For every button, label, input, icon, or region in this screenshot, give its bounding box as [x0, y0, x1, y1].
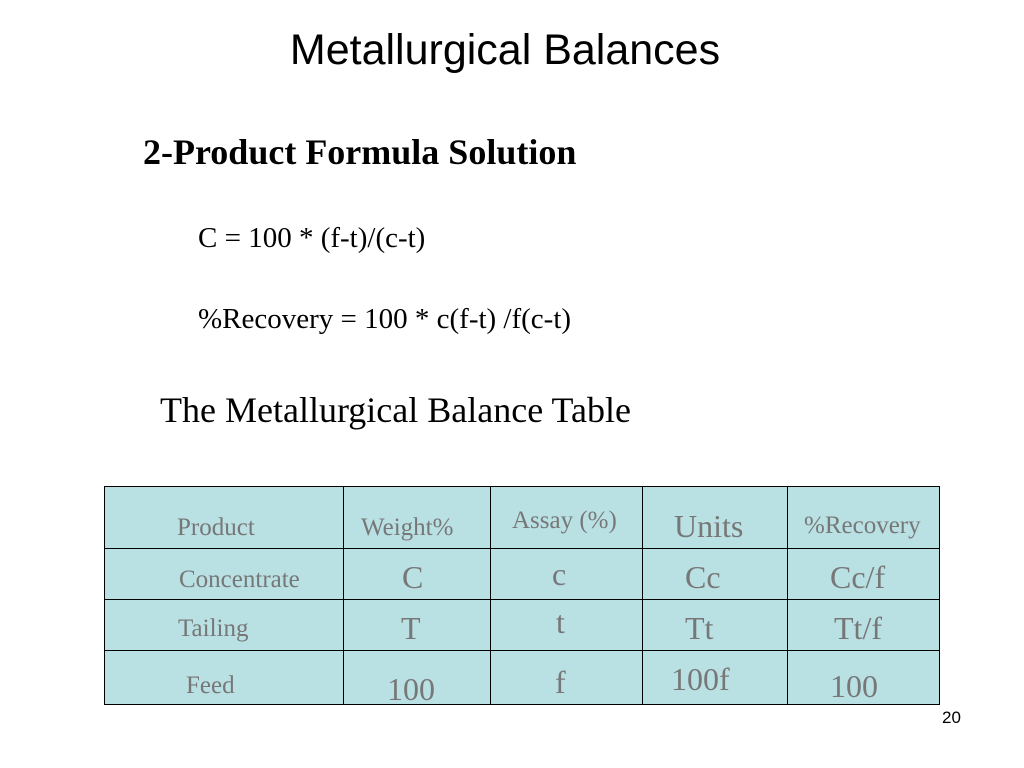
weight-formula: C = 100 * (f-t)/(c-t): [198, 222, 426, 254]
header-recovery: %Recovery: [804, 512, 921, 539]
header-units: Units: [674, 508, 744, 544]
table-divider: [343, 487, 344, 704]
row-tailing-weight: T: [401, 610, 421, 646]
metallurgical-balance-table: [104, 486, 940, 705]
row-feed-weight: 100: [387, 671, 435, 707]
table-divider: [787, 487, 788, 704]
row-concentrate-recovery: Cc/f: [830, 559, 886, 595]
row-tailing-recovery: Tt/f: [834, 610, 882, 646]
table-heading: The Metallurgical Balance Table: [160, 390, 631, 430]
row-concentrate-units: Cc: [685, 559, 721, 595]
row-tailing-units: Tt: [685, 610, 714, 646]
table-divider: [642, 487, 643, 704]
table-divider: [490, 487, 491, 704]
row-feed-recovery: 100: [830, 668, 878, 704]
recovery-formula: %Recovery = 100 * c(f-t) /f(c-t): [198, 303, 572, 335]
header-weight: Weight%: [361, 514, 454, 541]
table-divider: [105, 548, 939, 549]
table-divider: [105, 650, 939, 651]
row-tailing-assay: t: [556, 604, 565, 640]
row-feed-product: Feed: [186, 672, 235, 699]
slide-subtitle: 2-Product Formula Solution: [143, 132, 577, 172]
row-feed-units: 100f: [671, 661, 730, 697]
header-assay: Assay (%): [512, 507, 617, 534]
row-concentrate-weight: C: [402, 559, 424, 595]
slide-title: Metallurgical Balances: [289, 26, 721, 74]
row-concentrate-product: Concentrate: [179, 566, 300, 593]
header-product: Product: [177, 514, 255, 541]
row-feed-assay: f: [555, 664, 566, 700]
page-number: 20: [942, 708, 961, 727]
table-divider: [105, 599, 939, 600]
row-tailing-product: Tailing: [178, 615, 249, 642]
row-concentrate-assay: c: [552, 556, 567, 592]
